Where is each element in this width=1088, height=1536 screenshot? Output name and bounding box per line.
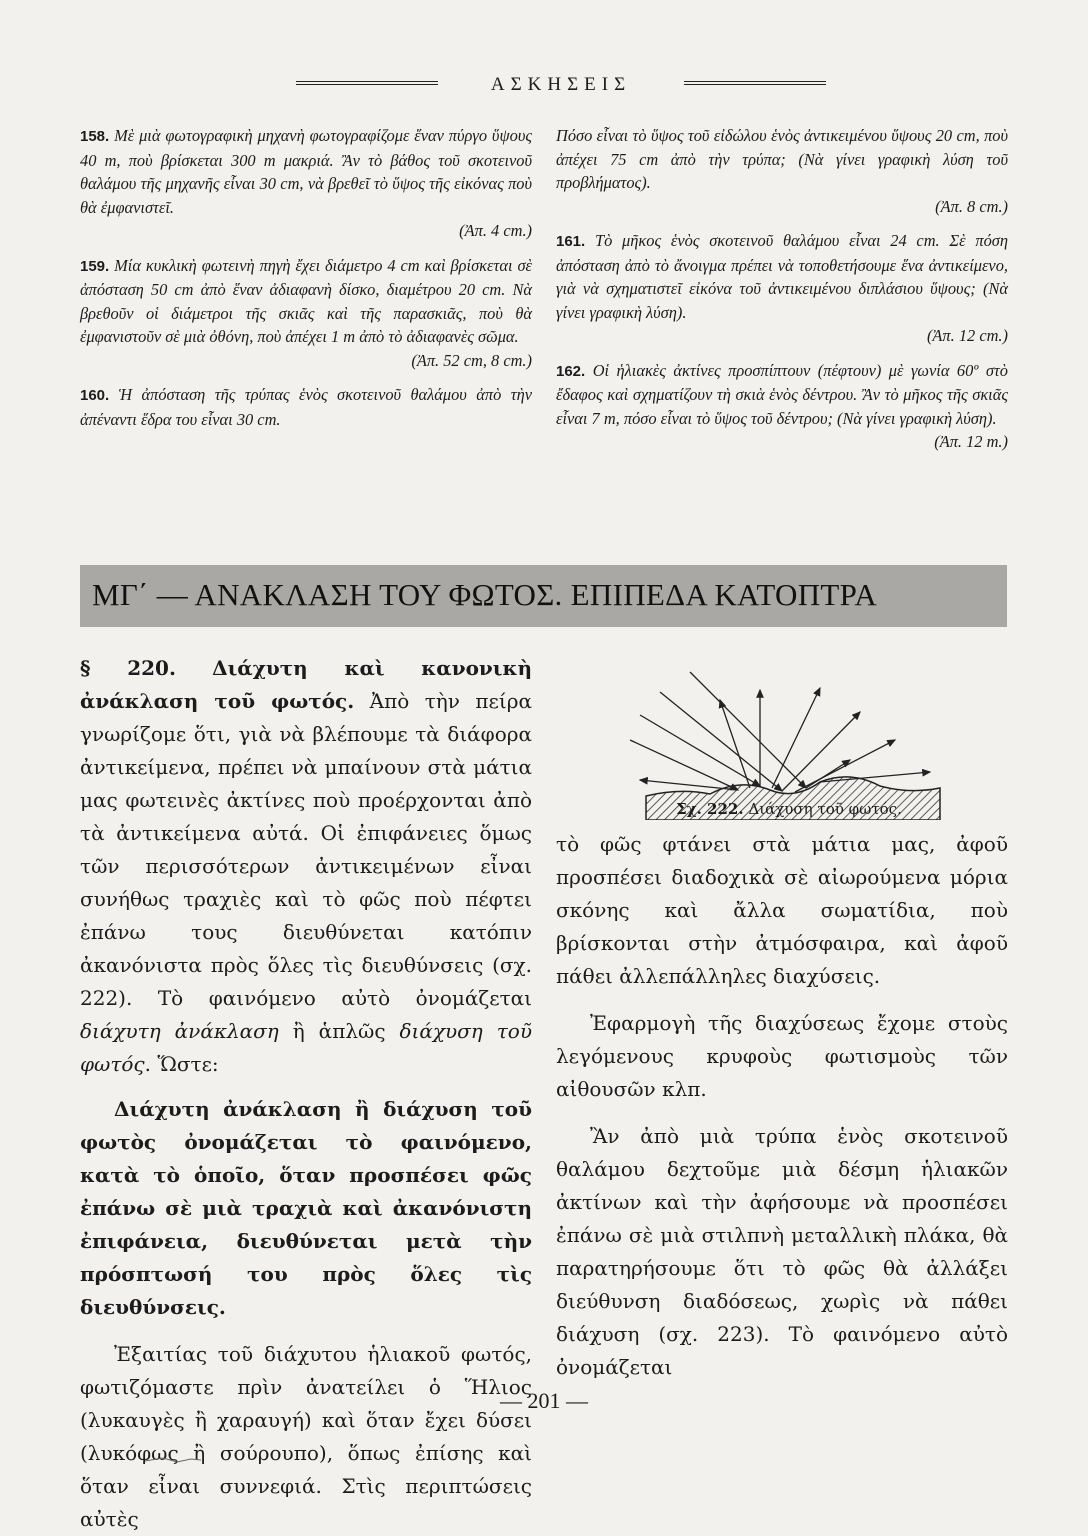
exercises-left-column xyxy=(80,124,532,442)
exercise-162 xyxy=(556,359,1008,454)
page-header xyxy=(296,74,826,100)
exercise-answer: (Ἀπ. 12 m.) xyxy=(934,432,1008,451)
exercise-answer: (Ἀπ. 8 cm.) xyxy=(935,196,1008,216)
exercise-161 xyxy=(556,229,1008,348)
pencil-mark xyxy=(143,1455,203,1465)
figure-number: Σχ. 222. xyxy=(676,800,744,818)
definition-rule: Διάχυτη ἀνάκλαση ἢ διάχυση τοῦ φωτὸς ὀνομάζεται τὸ φαινόμενο, κατὰ τὸ ὁποῖο, ὅταν προσπέσει φῶς ἐπάνω σὲ μιὰ τραχιὰ καὶ ἀκανόνιστη ἐπιφάνεια, διευθύνεται μετὰ τὴν πρόσπτωσή του πρὸς ὅλες τὶς διευθύνσεις. xyxy=(80,1097,532,1319)
header-title: ΑΣΚΗΣΕΙΣ xyxy=(490,74,632,95)
section-number: § 220. xyxy=(80,656,176,680)
exercise-160-continued xyxy=(556,124,1008,218)
figure-caption-text: Διάχυση τοῦ φωτός. xyxy=(748,800,902,818)
exercise-text: Τὸ μῆκος ἑνὸς σκοτεινοῦ θαλάμου εἶναι 24 cm. Σὲ πόση ἀπόσταση ἀπὸ τὸ ἄνοιγμα πρέπει νὰ τοποθετήσουμε ἕνα ἀντικείμενο, γιὰ νὰ σχηματιστεῖ εἰκόνα τοῦ ἀντικειμένου διπλάσιου ὕψους; (Νὰ γίνει γραφικὴ λύση). xyxy=(556,231,1008,322)
exercise-160 xyxy=(80,383,532,431)
header-rule-right xyxy=(684,81,826,85)
section-paragraph-1 xyxy=(80,652,532,1081)
section-paragraph-2: Ἐξαιτίας τοῦ διάχυτου ἡλιακοῦ φωτός, φωτιζόμαστε πρὶν ἀνατείλει ὁ Ἥλιος (λυκαυγὲς ἢ χαραυγή) καὶ ὅταν ἔχει δύσει (λυκόφως ἢ σούρουπο), ὅπως ἐπίσης καὶ ὅταν εἶναι συννεφιά. Στὶς περιπτώσεις αὐτὲς xyxy=(80,1342,532,1531)
paragraph-text: . Ὥστε: xyxy=(144,1052,219,1076)
exercise-text: Οἱ ἡλιακὲς ἀκτίνες προσπίπτουν (πέφτουν) μὲ γωνία 60º στὸ ἔδαφος καὶ σχηματίζουν τὴ σκιὰ ἑνὸς δέντρου. Ἂν τὸ μῆκος τῆς σκιᾶς εἶναι 7 m, πόσο εἶναι τὸ ὕψος τοῦ δέντρου; (Νὰ γίνει γραφικὴ λύση). xyxy=(556,360,1008,428)
exercise-number: 162. xyxy=(556,362,586,380)
exercises-right-column xyxy=(556,124,1008,465)
page-number: — 201 — xyxy=(500,1388,588,1413)
exercise-number: 159. xyxy=(80,257,110,275)
exercise-159 xyxy=(80,254,532,373)
exercise-answer: (Ἀπ. 12 cm.) xyxy=(926,326,1008,345)
exercise-number: 160. xyxy=(80,387,110,404)
chapter-banner xyxy=(80,565,1007,627)
figure-caption xyxy=(644,800,934,818)
exercise-text: Μία κυκλικὴ φωτεινὴ πηγὴ ἔχει διάμετρο 4 cm καὶ βρίσκεται σὲ ἀπόσταση 50 cm ἀπὸ ἕναν ἀδιαφανὴ δίσκο, διαμέτρου 20 cm. Νὰ βρεθοῦν οἱ διάμετροι τῆς σκιᾶς καὶ τῆς παρασκιᾶς, ποὺ θὰ ἐμφανιστοῦν σὲ μιὰ ὀθόνη, ποὺ ἀπέχει 1 m ἀπὸ τὸ ἀδιαφανὲς σῶμα. xyxy=(80,255,532,346)
term-italic: διάχυση τοῦ φωτός xyxy=(80,1019,533,1076)
chapter-title: ΜΓ΄ — ΑΝΑΚΛΑΣΗ ΤΟΥ ΦΩΤΟΣ. ΕΠΙΠΕΔΑ ΚΑΤΟΠΤΡΑ xyxy=(92,577,878,612)
paragraph-text: Ἀπὸ τὴν πείρα γνωρίζομε ὅτι, γιὰ νὰ βλέπουμε τὰ διάφορα ἀντικείμενα, πρέπει νὰ μπαίνουν στὰ μάτια μας φωτεινὲς ἀκτίνες ποὺ προέρχονται ἀπὸ τὰ ἀντικείμενα αὐτά. Οἱ ἐπιφάνειες ὅμως τῶν περισσότερων ἀντικειμένων εἶναι συνήθως τραχιὲς καὶ τὸ φῶς ποὺ πέφτει ἐπάνω τους διευθύνεται κατόπιν ἀκανόνιστα πρὸς ὅλες τὶς διευθύνσεις (σχ. 222). Τὸ φαινόμενο αὐτὸ ὀνομάζεται xyxy=(80,689,532,1010)
exercise-answer: (Ἀπ. 52 cm, 8 cm.) xyxy=(411,350,532,370)
exercise-answer: (Ἀπ. 4 cm.) xyxy=(459,221,532,240)
exercise-number: 161. xyxy=(556,233,586,250)
diffuse-reflection-figure xyxy=(620,660,950,820)
exercise-text: Πόσο εἶναι τὸ ὕψος τοῦ εἰδώλου ἑνὸς ἀντικειμένου ὕψους 20 cm, ποὺ ἀπέχει 75 cm ἀπὸ τὴν τρύπα; (Νὰ γίνει γραφικὴ λύση τοῦ προβλήματος). xyxy=(556,126,1008,192)
paragraph-text: ἢ ἁπλῶς xyxy=(278,1019,400,1043)
exercise-number: 158. xyxy=(80,128,110,145)
exercise-text: Ἡ ἀπόσταση τῆς τρύπας ἑνὸς σκοτεινοῦ θαλάμου ἀπὸ τὴν ἀπέναντι ἕδρα του εἶναι 30 cm. xyxy=(80,385,532,429)
body-right-column xyxy=(556,828,1008,1384)
exercise-text: Μὲ μιὰ φωτογραφικὴ μηχανὴ φωτογραφίζομε ἕναν πύργο ὕψους 40 m, ποὺ βρίσκεται 300 m μακριά. Ἂν τὸ βάθος τοῦ σκοτεινοῦ θαλάμου τῆς μηχανῆς εἶναι 30 cm, νὰ βρεθεῖ τὸ ὕψος τῆς εἰκόνας ποὺ θὰ ἐμφανιστεῖ. xyxy=(80,126,532,217)
section-paragraph-4: Ἐφαρμογὴ τῆς διαχύσεως ἔχομε στοὺς λεγόμενους κρυφοὺς φωτισμοὺς τῶν αἰθουσῶν κλπ. xyxy=(556,1011,1008,1101)
section-paragraph-5: Ἂν ἀπὸ μιὰ τρύπα ἑνὸς σκοτεινοῦ θαλάμου δεχτοῦμε μιὰ δέσμη ἡλιακῶν ἀκτίνων καὶ τὴν ἀφήσουμε νὰ προσπέσει ἐπάνω σὲ μιὰ στιλπνὴ μεταλλικὴ πλάκα, θὰ παρατηρήσουμε ὅτι τὸ φῶς θὰ ἀλλάξει διεύθυνση διαδόσεως, χωρὶς νὰ πάθει διάχυση (σχ. 223). Τὸ φαινόμενο αὐτὸ ὀνομάζεται xyxy=(556,1124,1008,1379)
exercise-158 xyxy=(80,124,532,243)
term-italic: διάχυτη ἀνάκλαση xyxy=(80,1019,279,1043)
section-paragraph-3: τὸ φῶς φτάνει στὰ μάτια μας, ἀφοῦ προσπέσει διαδοχικὰ σὲ αἰωρούμενα μόρια σκόνης καὶ ἄλλα σωματίδια, ποὺ βρίσκονται στὴν ἀτμόσφαιρα, καὶ ἀφοῦ πάθει ἀλλεπάλληλες διαχύσεις. xyxy=(556,832,1008,988)
section-heading: Διάχυτη καὶ κανονικὴ ἀνάκλαση τοῦ φωτός. xyxy=(80,656,532,713)
